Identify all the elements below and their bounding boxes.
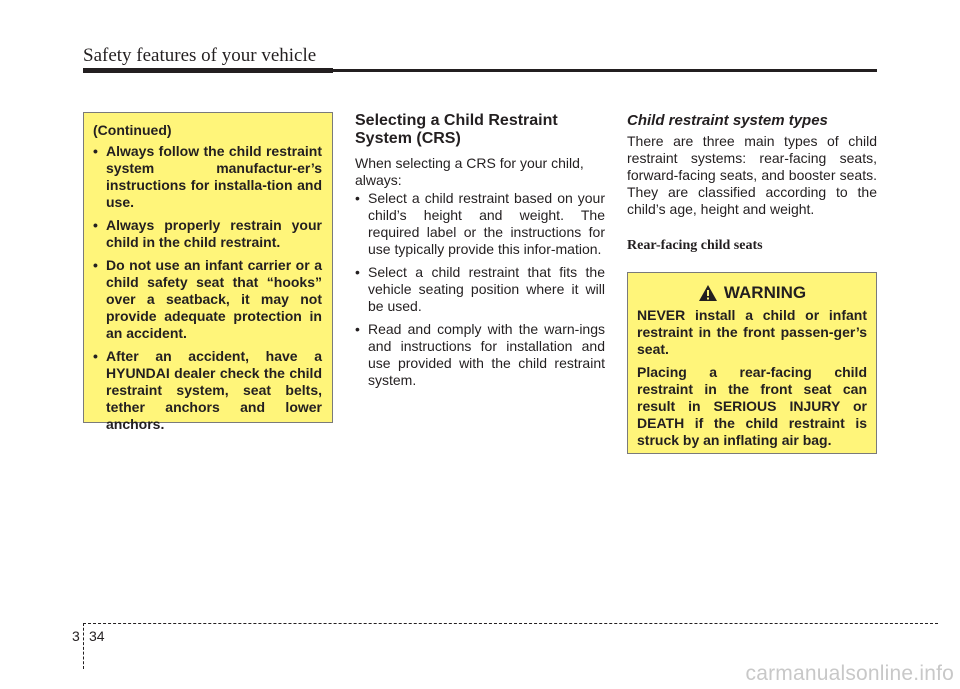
chapter-number: 3: [72, 628, 80, 644]
selection-item: • Read and comply with the warn-ings and instructions for installation and use provided with the child restraint system.: [355, 321, 605, 389]
continued-caution-box: [83, 112, 333, 432]
page-header-title: Safety features of your vehicle: [83, 45, 317, 66]
warning-box: [627, 272, 877, 454]
selection-list: [355, 190, 605, 395]
header-rule: [83, 69, 877, 72]
footer-divider: [83, 623, 84, 669]
caution-item: • Always properly restrain your child in the child restraint.: [93, 217, 322, 251]
caution-item: • After an accident, have a HYUNDAI dealer check the child restraint system, seat belts, tether anchors and lower anchors.: [93, 348, 322, 433]
warning-title: WARNING: [723, 283, 807, 302]
watermark: carmanualsonline.info: [745, 662, 954, 685]
selection-item: • Select a child restraint based on your child’s height and weight. The required label or the instructions for use typically provide this infor-mation.: [355, 190, 605, 258]
restraint-types-title: Child restraint system types: [627, 112, 828, 129]
warning-paragraph: Placing a rear-facing child restraint in the front seat can result in SERIOUS INJURY or DEATH if the child restraint is struck by an inflating air bag.: [637, 364, 867, 448]
section-title: Selecting a Child Restraint System (CRS): [355, 112, 558, 147]
restraint-types-paragraph: There are three main types of child restraint systems: rear-facing seats, forward-facing seats, and booster seats. They are classified according to the child’s age, height and weight.: [627, 133, 877, 217]
warning-paragraph: NEVER install a child or infant restraint in the front passen-ger’s seat.: [637, 307, 867, 357]
footer-rule: [83, 623, 938, 624]
warning-header: [637, 283, 867, 303]
section-intro: When selecting a CRS for your child, always:: [355, 155, 584, 188]
caution-list: [93, 143, 322, 433]
caution-item: • Always follow the child restraint system manufactur-er’s instructions for installa-tion and use.: [93, 143, 322, 211]
rear-facing-subheading: Rear-facing child seats: [627, 238, 763, 253]
page-number: 34: [89, 628, 105, 644]
warning-triangle-icon: [698, 284, 718, 302]
continued-label: (Continued): [93, 122, 172, 138]
caution-item: • Do not use an infant carrier or a child safety seat that “hooks” over a seatback, it may not provide adequate protection in an accident.: [93, 257, 322, 342]
selection-item: • Select a child restraint that fits the vehicle seating position where it will be used.: [355, 264, 605, 315]
